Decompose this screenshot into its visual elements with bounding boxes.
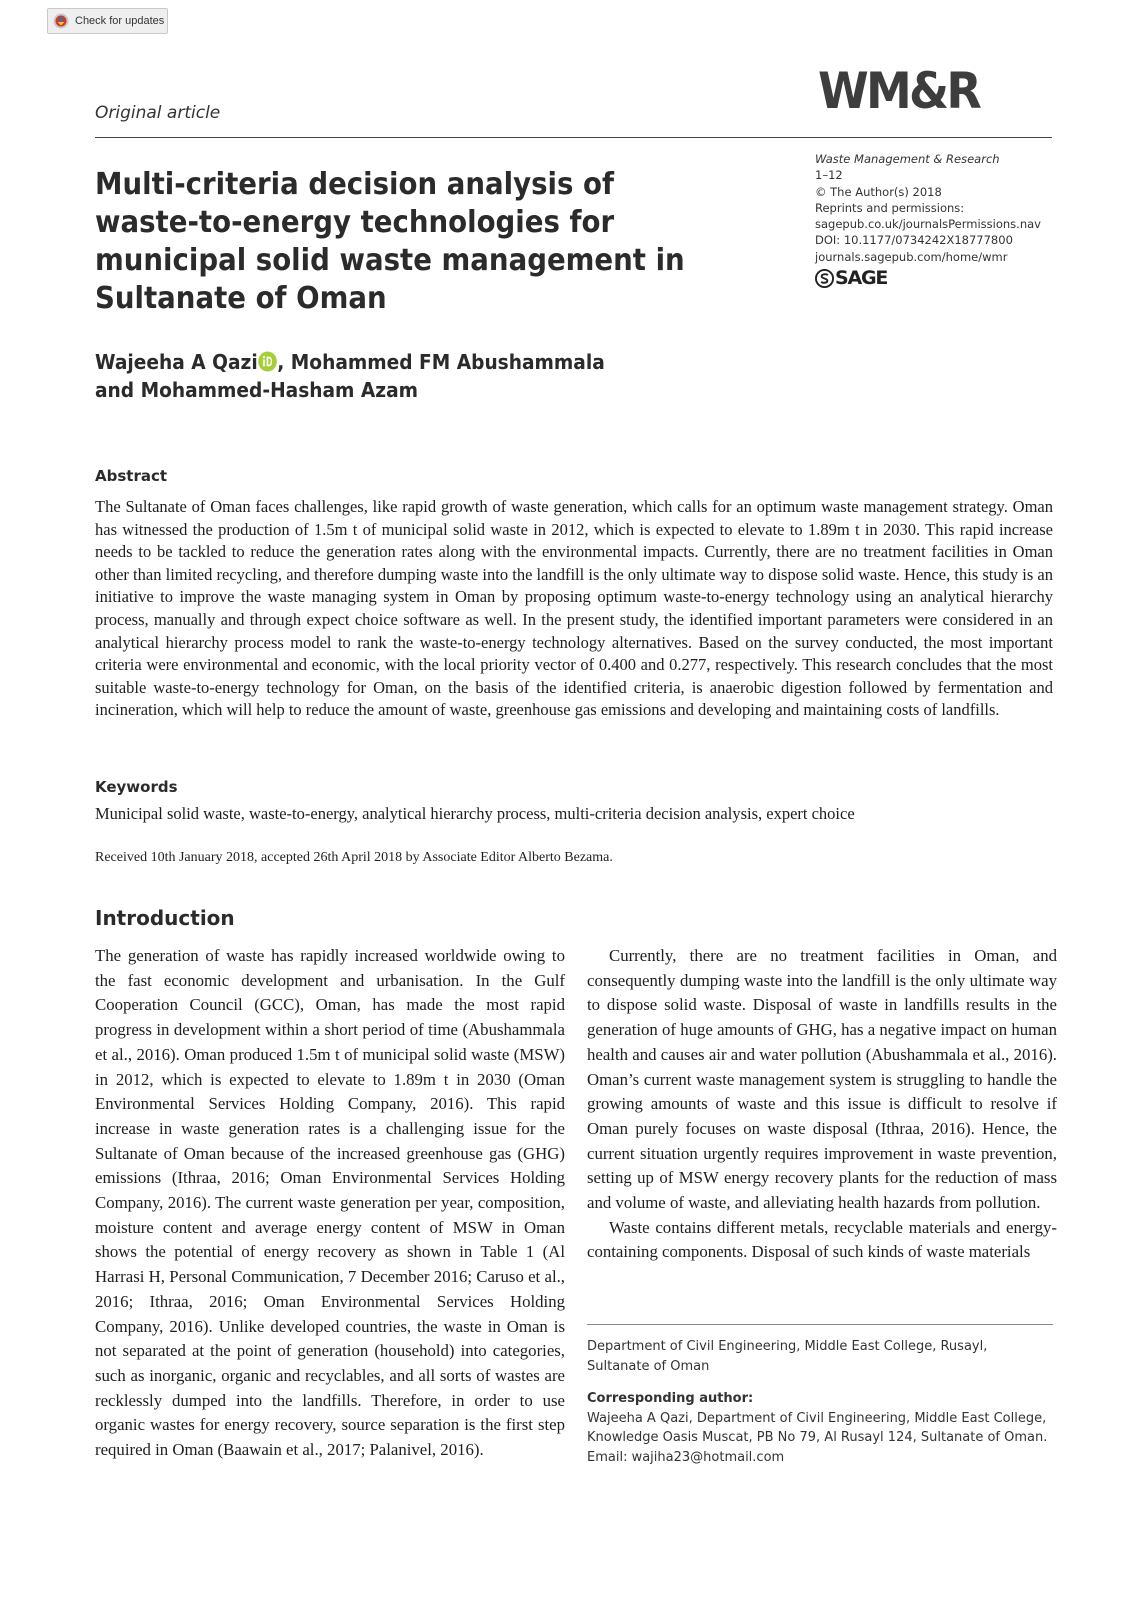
received-note: Received 10th January 2018, accepted 26th April 2018 by Associate Editor Alberto Bezama. (95, 850, 613, 865)
author-line2: and Mohammed-Hasham Azam (95, 378, 419, 402)
intro-paragraph: Waste contains different metals, recyclable materials and energy-containing components. Disposal of such kinds of waste materials (587, 1217, 1057, 1262)
intro-left-column: The generation of waste has rapidly increased worldwide owing to the fast economic development and urbanisation. In the Gulf Cooperation Council (GCC), Oman, has made the most rapid progress in development within a short period of time (Abushammala et al., 2016). Oman produced 1.5m t of municipal solid waste (MSW) in 2012, which is expected to elevate to 1.89m t in 2030 (Oman Environmental Services Holding Company, 2016). This rapid increase in waste generation rates is a challenging issue for the Sultanate of Oman because of the increased greenhouse gas (GHG) emissions (Ithraa, 2016; Oman Environmental Services Holding Company, 2016). The current waste generation per year, composition, moisture content and average energy content of MSW in Oman shows the potential of energy recovery as shown in Table 1 (Al Harrasi H, Personal Communication, 7 December 2016; Caruso et al., 2016; Ithraa, 2016; Oman Environmental Services Holding Company, 2016). Unlike developed countries, the waste in Oman is not separated at the point of generation (household) into categories, such as inorganic, organic and recyclables, and all sorts of wastes are recklessly dumped into the landfills. Therefore, in order to use organic wastes for energy recovery, source separation is the first step required in Oman (Baawain et al., 2017; Palanivel, 2016). (95, 946, 565, 1460)
footnote-divider (587, 1324, 1053, 1325)
abstract-text: The Sultanate of Oman faces challenges, like rapid growth of waste generation, which calls for an optimum waste management strategy. Oman has witnessed the production of 1.5m t of municipal solid waste in 2012, which is expected to elevate to 1.89m t in 2030. This rapid increase needs to be tackled to reduce the generation rates along with the environmental impacts. Currently, there are no treatment facilities in Oman other than limited recycling, and therefore dumping waste into the landfill is the only ultimate way to dispose solid waste. Hence, this study is an initiative to improve the waste managing system in Oman by proposing optimum waste-to-energy technology using an analytical hierarchy process, manually and through expect choice software as well. In the present study, the identified important parameters were considered in an analytical hierarchy process model to rank the waste-to-energy technology alternatives. Based on the survey conducted, the most important criteria were environmental and economic, with the local priority vector of 0.400 and 0.277, respectively. This research concludes that the most suitable waste-to-energy technology for Oman, on the basis of the identified criteria, is anaerobic digestion followed by fermentation and incineration, which will help to reduce the amount of waste, greenhouse gas emissions and developing and maintaining costs of landfills. (95, 497, 1053, 720)
reprints-label: Reprints and permissions: (815, 200, 965, 215)
affiliation-department: Department of Civil Engineering, Middle East College, Rusayl, Sultanate of Oman (587, 1339, 988, 1374)
introduction-heading: Introduction (95, 906, 235, 930)
author-list (95, 348, 653, 404)
orcid-icon[interactable] (258, 351, 278, 372)
journal-logo: WM&R (818, 62, 980, 120)
affiliation-block (587, 1337, 1053, 1467)
keywords-text: Municipal solid waste, waste-to-energy, analytical hierarchy process, multi-criteria decision analysis, expert choice (95, 804, 855, 823)
doi-link[interactable]: DOI: 10.1177/0734242X18777800 (815, 233, 1013, 248)
journal-name: Waste Management & Research (815, 152, 1000, 166)
keywords-heading: Keywords (95, 778, 178, 796)
copyright: © The Author(s) 2018 (815, 184, 942, 199)
permissions-link[interactable]: sagepub.co.uk/journalsPermissions.nav (815, 217, 1041, 232)
article-title: Multi-criteria decision analysis of waste-to-energy technologies for municipal solid waste management in Sultanate of Oman (95, 167, 685, 316)
intro-right-column (587, 944, 1057, 1265)
check-for-updates-button[interactable] (47, 8, 168, 34)
publisher-name: SAGE (835, 267, 888, 290)
corresponding-author-label: Corresponding author: (587, 1391, 754, 1406)
publication-metadata (815, 151, 1055, 288)
intro-paragraph: Currently, there are no treatment facilities in Oman, and consequently dumping waste into the landfill is the only ultimate way to dispose solid waste. Disposal of waste in landfills results in the generation of huge amounts of GHG, has a negative impact on human health and causes air and water pollution (Abushammala et al., 2016). Oman’s current waste management system is struggling to handle the growing amounts of waste and this issue is difficult to resolve if Oman purely focuses on waste disposal (Ithraa, 2016). Hence, the current situation urgently requires improvement in waste prevention, setting up of MSW energy recovery plants for the reduction of mass and volume of waste, and alleviating health hazards from pollution. (587, 946, 1057, 1213)
header-divider (95, 137, 1052, 138)
page-range: 1–12 (815, 168, 843, 183)
author-rest: , Mohammed FM Abushammala (277, 350, 605, 374)
corresponding-author-text: Wajeeha A Qazi, Department of Civil Engineering, Middle East College, Knowledge Oasis Muscat, PB No 79, Al Rusayl 124, Sultanate of Oman. (587, 1410, 1048, 1445)
article-type: Original article (95, 103, 221, 123)
abstract-heading: Abstract (95, 467, 168, 485)
sage-mark-icon (815, 269, 834, 288)
author-first: Wajeeha A Qazi (95, 350, 258, 374)
journal-link[interactable]: journals.sagepub.com/home/wmr (815, 249, 1008, 264)
check-for-updates-label: Check for updates (75, 15, 165, 27)
crossmark-icon (53, 13, 69, 29)
corresponding-email[interactable]: Email: wajiha23@hotmail.com (587, 1449, 785, 1465)
sage-logo (815, 269, 1055, 288)
